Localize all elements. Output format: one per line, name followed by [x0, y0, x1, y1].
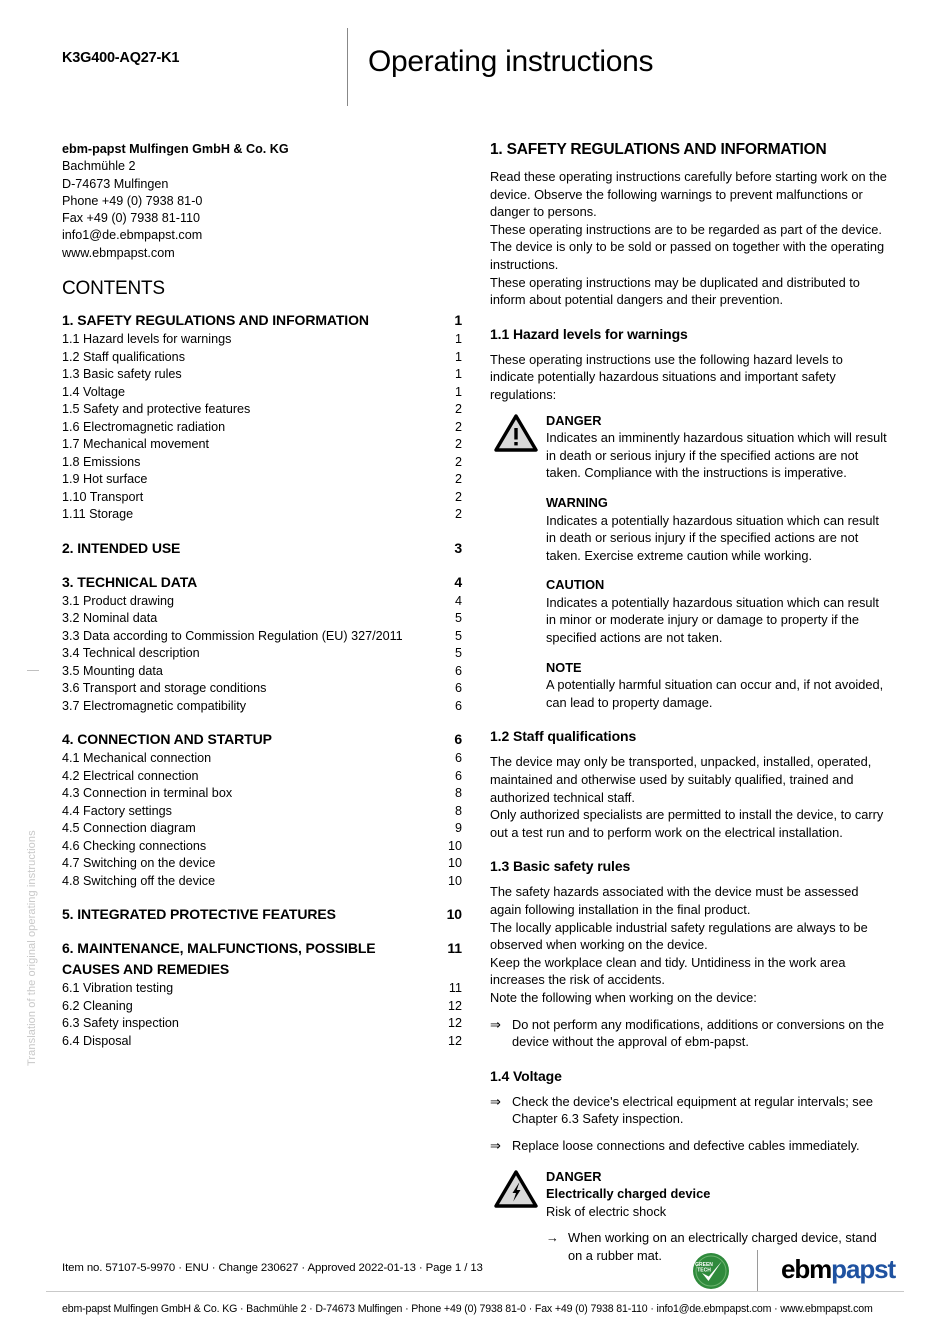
toc-entry[interactable]: [62, 698, 462, 716]
toc-entry-page: 6: [454, 768, 462, 783]
ebm-papst-logo: [781, 1254, 895, 1285]
footer-metadata: Item no. 57107-5-9970 · ENU · Change 230627 · Approved 2022-01-13 · Page 1 / 13: [62, 1262, 483, 1274]
toc-entry-page: 4: [454, 593, 462, 608]
section-1-1-heading: 1.1 Hazard levels for warnings: [490, 325, 688, 342]
double-arrow-bullet-icon: ⇒: [490, 1137, 501, 1153]
left-column: [62, 141, 462, 1050]
hazard-text-warning: Indicates a potentially hazardous situation which can result in death or serious injury if the specified actions are not taken. Exercise extreme caution while working.: [546, 512, 879, 563]
toc-entry[interactable]: [62, 959, 462, 979]
toc-entry[interactable]: [62, 855, 462, 873]
toc-entry-page: 1: [454, 367, 462, 382]
toc-entry-label: 6.2 Cleaning: [62, 998, 133, 1013]
electrical-danger-block: [490, 1168, 890, 1221]
toc-entry[interactable]: [62, 768, 462, 786]
toc-entry-page: 11: [448, 981, 462, 996]
section-1-1-intro: These operating instructions use the following hazard levels to indicate potentially hazardous situations and important safety regulations:: [490, 351, 843, 402]
toc-entry-label: 4.3 Connection in terminal box: [62, 786, 233, 801]
toc-entry-label: 6.3 Safety inspection: [62, 1016, 179, 1031]
toc-entry[interactable]: [62, 310, 462, 330]
toc-entry[interactable]: [62, 506, 462, 524]
electrical-danger-text: Risk of electric shock: [546, 1203, 667, 1219]
toc-entry-page: 6: [454, 681, 462, 696]
toc-entry[interactable]: [62, 572, 462, 592]
section-1-3-paragraph-3: Keep the workplace clean and tidy. Untidiness in the work area increases the risk of accidents.: [490, 954, 846, 988]
toc-entry[interactable]: [62, 401, 462, 419]
toc-entry-page: 3: [454, 539, 462, 556]
warning-triangle-icon: [494, 414, 538, 452]
toc-entry-page: 5: [454, 646, 462, 661]
section-1-4-heading: 1.4 Voltage: [490, 1067, 562, 1084]
section-1-paragraph-3: These operating instructions may be duplicated and distributed to inform about potential dangers and their prevention.: [490, 274, 860, 308]
toc-entry[interactable]: [62, 998, 462, 1016]
toc-entry-page: 11: [447, 940, 462, 957]
toc-entry-page: 1: [454, 349, 462, 364]
section-1-4-bullet-1-text: Check the device's electrical equipment at regular intervals; see Chapter 6.3 Safety inspection.: [512, 1093, 873, 1127]
header-divider: [347, 28, 348, 106]
toc-entry-page: 2: [454, 507, 462, 522]
green-tech-badge-icon: [692, 1252, 730, 1290]
svg-text:GREEN: GREEN: [695, 1262, 713, 1268]
toc-entry-page: 4: [454, 573, 462, 590]
table-of-contents: [62, 310, 462, 1050]
toc-entry-page: 6: [454, 698, 462, 713]
page-title: Operating instructions: [368, 45, 654, 78]
product-model-number: K3G400-AQ27-K1: [62, 50, 180, 66]
toc-entry[interactable]: [62, 820, 462, 838]
toc-entry[interactable]: [62, 645, 462, 663]
toc-entry[interactable]: [62, 419, 462, 437]
toc-entry-page: 12: [447, 1016, 462, 1031]
section-1-3-bullet-1-text: Do not perform any modifications, additions or conversions on the device without the approval of ebm-papst.: [512, 1016, 885, 1050]
footer-company-address: ebm-papst Mulfingen GmbH & Co. KG · Bachmühle 2 · D-74673 Mulfingen · Phone +49 (0) 7938 81-0 · Fax +49 (0) 7938 81-110 · info1@de.ebmpapst.com · www.ebmpapst.com: [62, 1303, 873, 1315]
hazard-level-caution: [490, 576, 890, 646]
toc-entry-label: CAUSES AND REMEDIES: [62, 961, 230, 978]
hazard-text-note: A potentially harmful situation can occur and, if not avoided, can lead to property damage.: [546, 677, 884, 710]
toc-entry[interactable]: [62, 331, 462, 349]
toc-entry[interactable]: [62, 904, 462, 924]
section-1-paragraph-1: Read these operating instructions carefully before starting work on the device. Observe the following warnings to prevent malfunctions or danger to persons.: [490, 169, 887, 220]
toc-entry-label: 3.2 Nominal data: [62, 611, 158, 626]
footer-horizontal-rule: [46, 1291, 904, 1292]
toc-entry-label: 1.4 Voltage: [62, 384, 126, 399]
toc-entry-page: 5: [454, 611, 462, 626]
section-1-4-bullet-2: [490, 1137, 890, 1155]
toc-entry[interactable]: [62, 1015, 462, 1033]
toc-entry-label: 3.5 Mounting data: [62, 663, 163, 678]
electrical-danger-label: DANGER: [546, 1168, 602, 1184]
toc-entry[interactable]: [62, 680, 462, 698]
toc-entry-page: 10: [447, 873, 462, 888]
toc-entry-label: 1.6 Electromagnetic radiation: [62, 419, 226, 434]
toc-entry[interactable]: [62, 873, 462, 891]
right-column: [490, 141, 890, 1265]
toc-entry[interactable]: [62, 471, 462, 489]
toc-entry[interactable]: [62, 663, 462, 681]
toc-entry-page: 5: [454, 628, 462, 643]
section-1-3-heading: 1.3 Basic safety rules: [490, 858, 631, 875]
section-1-3-paragraph-2: The locally applicable industrial safety regulations are always to be observed when working on the device.: [490, 919, 868, 953]
toc-entry[interactable]: [62, 610, 462, 628]
toc-entry-page: 6: [454, 731, 462, 748]
toc-entry-label: 1.8 Emissions: [62, 454, 141, 469]
company-city: D-74673 Mulfingen: [62, 176, 169, 191]
toc-entry-label: 4.2 Electrical connection: [62, 768, 199, 783]
right-arrow-bullet-icon: →: [546, 1230, 559, 1246]
toc-entry-label: 3.3 Data according to Commission Regulation (EU) 327/2011: [62, 628, 403, 643]
section-1-2-paragraph-2: Only authorized specialists are permitted to install the device, to carry out a test run and to perform work on the electrical installation.: [490, 807, 884, 840]
toc-entry[interactable]: [62, 538, 462, 558]
toc-entry[interactable]: [62, 384, 462, 402]
toc-entry[interactable]: [62, 628, 462, 646]
section-1-3-paragraph-1: The safety hazards associated with the device must be assessed again following installation in the final product.: [490, 884, 859, 917]
page-header: [0, 0, 950, 120]
toc-entry-label: 4.4 Factory settings: [62, 803, 172, 818]
company-phone: Phone +49 (0) 7938 81-0: [62, 193, 203, 208]
section-1-2-paragraph-1: The device may only be transported, unpacked, installed, operated, maintained and otherwise used by suitably qualified, trained and authorized technical staff.: [490, 754, 872, 805]
section-1-3-paragraph-4: Note the following when working on the device:: [490, 989, 757, 1005]
toc-entry[interactable]: [62, 803, 462, 821]
toc-entry-page: 2: [454, 437, 462, 452]
electrical-hazard-triangle-icon: [494, 1170, 538, 1208]
company-website: www.ebmpapst.com: [62, 245, 175, 260]
toc-entry-page: 10: [446, 906, 462, 923]
toc-entry-label: 1.5 Safety and protective features: [62, 402, 251, 417]
toc-entry-label: 6. MAINTENANCE, MALFUNCTIONS, POSSIBLE: [62, 940, 376, 957]
toc-entry-label: 6.1 Vibration testing: [62, 981, 174, 996]
double-arrow-bullet-icon: ⇒: [490, 1016, 501, 1032]
toc-entry-label: 3.1 Product drawing: [62, 593, 175, 608]
toc-entry-page: 10: [447, 856, 462, 871]
toc-entry-page: 6: [454, 751, 462, 766]
toc-entry-label: 3. TECHNICAL DATA: [62, 573, 198, 590]
svg-text:TECH: TECH: [697, 1267, 711, 1274]
company-name: ebm-papst Mulfingen GmbH & Co. KG: [62, 142, 289, 156]
toc-entry[interactable]: [62, 366, 462, 384]
hazard-label-note: NOTE: [546, 659, 582, 675]
toc-entry[interactable]: [62, 785, 462, 803]
toc-entry-label: 4.7 Switching on the device: [62, 856, 216, 871]
translation-note: Translation of the original operating instructions: [26, 830, 38, 1066]
toc-entry-label: 1.1 Hazard levels for warnings: [62, 332, 232, 347]
toc-entry-page: 2: [454, 472, 462, 487]
hazard-text-danger: Indicates an imminently hazardous situation which will result in death or serious injury if the specified actions are not taken. Compliance with the instructions is imperative.: [546, 430, 887, 481]
toc-entry-label: 1. SAFETY REGULATIONS AND INFORMATION: [62, 312, 369, 329]
toc-entry-page: 1: [454, 384, 462, 399]
company-email: info1@de.ebmpapst.com: [62, 228, 203, 243]
hazard-level-danger: [490, 412, 890, 482]
toc-entry-label: 4.8 Switching off the device: [62, 873, 216, 888]
toc-entry-label: 3.6 Transport and storage conditions: [62, 681, 267, 696]
toc-entry[interactable]: [62, 489, 462, 507]
toc-entry-label: 3.4 Technical description: [62, 646, 200, 661]
toc-entry-page: 8: [454, 803, 462, 818]
toc-entry-label: 5. INTEGRATED PROTECTIVE FEATURES: [62, 906, 336, 923]
toc-entry-label: 1.9 Hot surface: [62, 472, 148, 487]
side-margin-dash: [27, 670, 39, 671]
toc-entry-page: 2: [454, 454, 462, 469]
toc-entry-label: 1.3 Basic safety rules: [62, 367, 182, 382]
toc-entry-label: 2. INTENDED USE: [62, 539, 181, 556]
company-address-block: [62, 141, 462, 262]
section-1-heading: 1. SAFETY REGULATIONS AND INFORMATION: [490, 141, 827, 158]
hazard-level-note: [490, 659, 890, 712]
logo-text-ebm: ebm: [781, 1254, 832, 1284]
logo-text-papst: papst: [831, 1254, 896, 1284]
toc-entry-page: 2: [454, 419, 462, 434]
toc-entry[interactable]: [62, 938, 462, 958]
toc-entry[interactable]: [62, 349, 462, 367]
hazard-level-warning: [490, 494, 890, 564]
double-arrow-bullet-icon: ⇒: [490, 1093, 501, 1109]
hazard-label-warning: WARNING: [546, 494, 608, 510]
toc-entry-page: 2: [454, 489, 462, 504]
hazard-label-caution: CAUTION: [546, 577, 605, 593]
section-1-4-bullet-2-text: Replace loose connections and defective cables immediately.: [512, 1137, 860, 1153]
toc-entry-page: 10: [447, 838, 462, 853]
toc-entry-label: 4.6 Checking connections: [62, 838, 207, 853]
toc-entry-label: 6.4 Disposal: [62, 1033, 132, 1048]
toc-entry-label: 1.11 Storage: [62, 507, 134, 522]
toc-entry-label: 4. CONNECTION AND STARTUP: [62, 731, 272, 748]
toc-entry[interactable]: [62, 436, 462, 454]
toc-entry[interactable]: [62, 750, 462, 768]
toc-entry-label: 4.1 Mechanical connection: [62, 751, 212, 766]
electrical-danger-action-text: When working on an electrically charged device, stand on a rubber mat.: [568, 1230, 877, 1263]
toc-entry-page: 6: [454, 663, 462, 678]
toc-entry-page: 9: [454, 821, 462, 836]
toc-entry-label: 4.5 Connection diagram: [62, 821, 196, 836]
toc-entry-page: 8: [454, 786, 462, 801]
toc-entry-label: 3.7 Electromagnetic compatibility: [62, 698, 247, 713]
toc-entry[interactable]: [62, 980, 462, 998]
section-1-paragraph-2: These operating instructions are to be regarded as part of the device. The device is only to be sold or passed on together with the operating instructions.: [490, 221, 885, 272]
toc-entry-page: 12: [447, 998, 462, 1013]
electrical-danger-title: Electrically charged device: [546, 1186, 711, 1202]
section-1-2-heading: 1.2 Staff qualifications: [490, 728, 637, 745]
toc-entry-label: 1.7 Mechanical movement: [62, 437, 209, 452]
hazard-text-caution: Indicates a potentially hazardous situation which can result in minor or moderate injury or damage to property if the specified actions are not taken.: [546, 594, 879, 646]
toc-entry-label: 1.2 Staff qualifications: [62, 349, 185, 364]
toc-entry[interactable]: [62, 1033, 462, 1051]
company-street: Bachmühle 2: [62, 159, 136, 174]
toc-entry[interactable]: [62, 729, 462, 749]
toc-entry-page: 12: [447, 1033, 462, 1048]
footer-divider: [757, 1250, 758, 1292]
toc-entry-label: 1.10 Transport: [62, 489, 144, 504]
toc-entry[interactable]: [62, 593, 462, 611]
company-fax: Fax +49 (0) 7938 81-110: [62, 211, 201, 226]
section-1-3-bullet-1: [490, 1016, 890, 1051]
section-1-4-bullet-1: [490, 1093, 890, 1128]
toc-entry-page: 1: [454, 332, 462, 347]
toc-entry-page: 2: [454, 402, 462, 417]
contents-heading: CONTENTS: [62, 278, 165, 300]
toc-entry[interactable]: [62, 454, 462, 472]
toc-entry[interactable]: [62, 838, 462, 856]
toc-entry-page: 1: [454, 312, 462, 329]
hazard-label-danger: DANGER: [546, 412, 602, 428]
